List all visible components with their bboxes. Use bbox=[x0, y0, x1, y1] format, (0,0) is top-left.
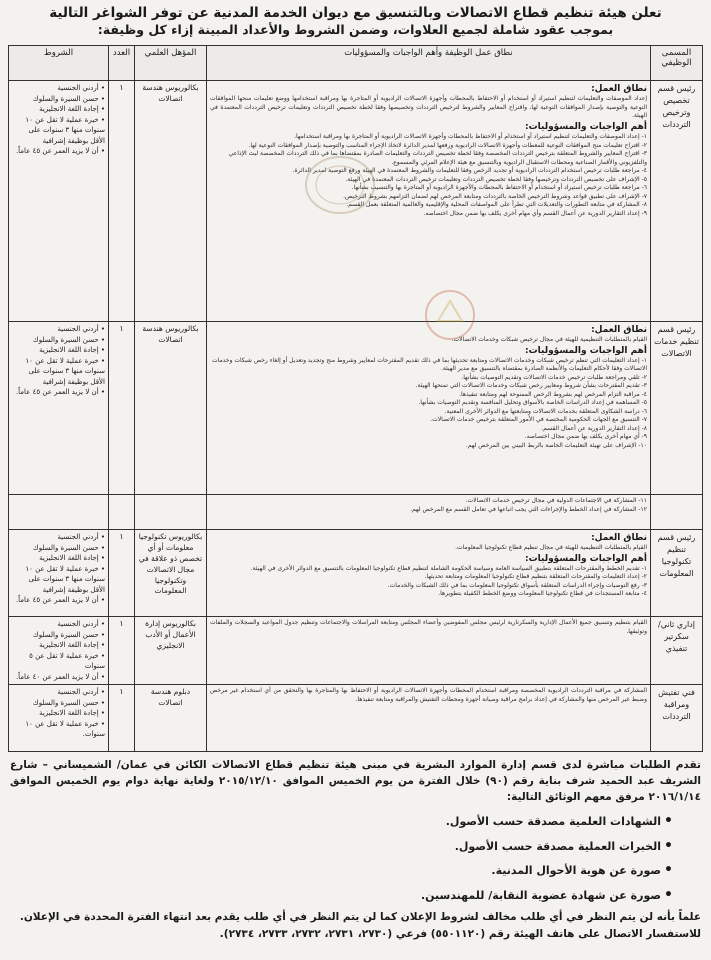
condition-item: • إجادة اللغة الانجليزية bbox=[39, 709, 105, 718]
qualification-cell bbox=[135, 495, 207, 530]
condition-item: • خبرة عملية لا تقل عن ١٠ سنوات منها ٣ سنوات على الأقل بوظيفة إشرافية bbox=[25, 356, 105, 386]
condition-item: • أن لا يزيد العمر عن ٤٥ عاماً. bbox=[15, 147, 105, 156]
duty-item: ٢- اقتراح تعليمات منح الموافقات النوعية للمعطات وأجهزة الاتصالات الراديوية ورفعها لمدير الدائرة لاتخاذ الإجراء المناسب والتوصية بإصدار الموافقات النوعية لها. bbox=[248, 141, 647, 149]
bullet-icon: • bbox=[664, 862, 673, 879]
duties-cell bbox=[207, 322, 651, 495]
table-row bbox=[9, 530, 703, 617]
job-title-cell bbox=[651, 495, 703, 530]
job-title-cell: إداري ثاني/ سكرتير تنفيذي bbox=[651, 617, 703, 685]
qualification-cell: بكالوريوس تكنولوجيا معلومات أو أي تخصص ذو علاقة في مجال الاتصالات وتكنولوجيا المعلومات bbox=[135, 530, 207, 617]
duty-item: ١٠- الإشراف على تهيئة التعليمات الخاصة بالربط البيني بين المرخص لهم. bbox=[465, 441, 647, 449]
duty-item: ٥- المساهمة في إعداد الدراسات الخاصة بالأسواق وتحليل المنافسة وتقديم التوصيات بشأنها. bbox=[418, 399, 647, 407]
bullet-icon: • bbox=[664, 886, 673, 903]
duty-item: ٣- تقديم المقترحات بشأن شروط ومعايير رخص شبكات وخدمات الاتصالات التي تمنحها الهيئة. bbox=[415, 382, 647, 390]
duties-cell bbox=[207, 685, 651, 752]
conditions-cell bbox=[9, 495, 109, 530]
qualification-cell: بكالوريوس هندسة اتصالات bbox=[135, 322, 207, 495]
conditions-cell bbox=[9, 81, 109, 322]
duties-cell bbox=[207, 617, 651, 685]
duties-heading: أهم الواجبات والمسؤوليات: bbox=[525, 122, 647, 133]
stamp-icon bbox=[300, 150, 380, 220]
condition-item: • حسن السيرة والسلوك bbox=[32, 543, 105, 552]
condition-item: • أن لا يزيد العمر عن ٤٠ عاماً. bbox=[15, 672, 105, 681]
conditions-cell bbox=[9, 685, 109, 752]
announcement-header bbox=[8, 4, 703, 39]
scope-heading: نطاق العمل: bbox=[591, 325, 647, 336]
duty-item: ٣- رفع التوصيات وإجراء الدراسات المتعلقة بأسواق تكنولوجيا المعلومات بما في ذلك الشبكات والخدمات. bbox=[387, 581, 647, 589]
duty-item: ٥- الإشراف على تخصيص الترددات وترخيصها وفقا لخطة تخصيص الترددات وتعليمات ترخيص الترددات المعتمدة في الهيئة. bbox=[345, 175, 647, 183]
scope-text: القيام بتنظيم وتنسيق جميع الأعمال الإدارية والسكرتارية لرئيس مجلس المفوضين وأعضاء المجلس ومتابعة المراسلات والاجتماعات وتنظيم جدول المواعيد والسجلات والملفات وتوثيقها. bbox=[210, 619, 647, 635]
job-title-cell: رئيس قسم تخصيص وترخيص الترددات bbox=[651, 81, 703, 322]
condition-item: • خبرة عملية لا تقل عن ١٠ سنوات. bbox=[25, 719, 105, 739]
condition-item: • أردني الجنسية bbox=[57, 325, 105, 334]
duty-item: ٣- اقتراح المعايير والشروط المتعلقة بترخيص الترددات المخصصة وفقا لخطة تخصيص الترددات والتعليمات الصادرة بمقتضاها بما في ذلك الترددات المخصصة لبث الإذاعي والتلفزيوني والأقمار الصناعية ومحطات الاستقبال الراديوية وبالتنسيق مع هيئة الإعلام المرئي والمسموع. bbox=[228, 150, 647, 166]
header-line-1: تعلن هيئة تنظيم قطاع الاتصالات وبالتنسيق مع ديوان الخدمة المدنية عن توفر الشواغر التالية bbox=[49, 5, 662, 21]
table-row bbox=[9, 685, 703, 752]
count-cell: ١ bbox=[109, 530, 135, 617]
conditions-cell bbox=[9, 530, 109, 617]
header-count: العدد bbox=[109, 46, 135, 81]
condition-item: • خبرة عملية لا تقل عن ١٠ سنوات منها ٣ سنوات على الأقل بوظيفة إشرافية bbox=[25, 115, 105, 145]
duty-item: ٢- تلقي ومراجعة طلبات ترخيص خدمات الاتصالات وتقديم التوصيات بشأنها. bbox=[461, 373, 647, 381]
header-qualification: المؤهل العلمي bbox=[135, 46, 207, 81]
duty-item: ٦- مراجعة طلبات ترخيص استيراد أو استخدام أو الاحتفاظ بالمحطات والأجهزة الراديوية أو المتاجرة بها والتنسيب بشأنها. bbox=[351, 184, 647, 192]
scope-text: القيام بالمتطلبات التنظيمية للهيئة في مجال ترخيص شبكات وخدمات الاتصالات. bbox=[451, 336, 647, 344]
scope-text: إعداد الموصفات والتعليمات لتنظيم استيراد أو استخدام أو الاحتفاظ بالمحطات وأجهزة الاتصالات الراديوية أو المتاجرة بها ومراقبة استخدامها ووضع تعليمات منحها الموافقات النوعية والتوصية بإصدار الموافقات النوعية لها، واقتراح المعايير والشروط لترخيص الترددات وتخصيصها وفقا لخطة تخصيص الترددات وتعليمات ترخيص الترددات المعتمدة في الهيئة. bbox=[210, 95, 647, 120]
logo-stamp-icon bbox=[420, 285, 480, 345]
duty-item: ٤- متابعة المستجدات في قطاع تكنولوجيا المعلومات ووضع الخطط الكفيلة بتطويرها. bbox=[438, 590, 647, 598]
condition-item: • خبرة عملية لا تقل عن ١٠ سنوات منها ٣ سنوات على الأقل بوظيفة إشرافية bbox=[25, 564, 105, 594]
count-cell bbox=[109, 495, 135, 530]
duty-item: ١٢- المشاركة في إعداد الخطط والإجراءات التي يجب اتباعها في تعامل القسم مع المرخص لهم. bbox=[410, 505, 647, 513]
condition-item: • أردني الجنسية bbox=[57, 533, 105, 542]
count-cell: ١ bbox=[109, 322, 135, 495]
scope-heading: نطاق العمل: bbox=[591, 84, 647, 95]
document-text: صورة عن شهادة عضوية النقابة/ للمهندسين. bbox=[420, 888, 661, 902]
condition-item: • أن لا يزيد العمر عن ٤٥ عاماً. bbox=[15, 388, 105, 397]
condition-item: • إجادة اللغة الانجليزية bbox=[39, 346, 105, 355]
duty-item: ١- إعداد التعليمات التي تنظم ترخيص شبكات وخدمات الاتصالات ومتابعة تحديثها بما في ذلك تقديم المقترحات لمعايير وشروط منح وتجديد وتعديل أو إلغاء رخص شبكات وخدمات الاتصالات وفقا لأحكام التعليمات والأنظمة الصادرة بمقتضاه بالتنسيق مع مدير الهيئة. bbox=[211, 356, 647, 373]
count-cell: ١ bbox=[109, 685, 135, 752]
duty-item: ٨- المشاركة في متابعة التطورات والتعديلات التي تطرأ على المواصفات المحلية والإقليمية والعالمية المتعلقة بعمل القسم. bbox=[346, 201, 647, 209]
table-row bbox=[9, 322, 703, 495]
required-documents-list bbox=[10, 809, 701, 907]
document-item bbox=[10, 834, 673, 859]
duty-item: ٢- إعداد التعليمات والمقترحات المتعلقة بتنظيم قطاع تكنولوجيا المعلومات ومتابعة تحديثها. bbox=[424, 573, 647, 581]
bullet-icon: • bbox=[664, 813, 673, 830]
table-row bbox=[9, 495, 703, 530]
duty-item: ٩- أي مهام أخرى يكلف بها ضمن مجال اختصاصه. bbox=[524, 433, 647, 441]
contact-info: للاستفسار الاتصال على هاتف الهيئة رقم (٥٥٠١١٢٠) فرعي (٢٧٣٠، ٢٧٣١، ٢٧٣٢، ٢٧٣٣، ٢٧٣٤). bbox=[219, 928, 701, 941]
condition-item: • إجادة اللغة الانجليزية bbox=[39, 641, 105, 650]
duties-heading: أهم الواجبات والمسؤوليات: bbox=[525, 345, 647, 356]
table-header-row bbox=[9, 46, 703, 81]
condition-item: • أردني الجنسية bbox=[57, 620, 105, 629]
condition-item: • إجادة اللغة الانجليزية bbox=[39, 554, 105, 563]
duties-cell bbox=[207, 530, 651, 617]
conditions-cell bbox=[9, 617, 109, 685]
document-item bbox=[10, 809, 673, 834]
duty-item: ٦- دراسة الشكاوى المتعلقة بخدمات الاتصالات ومتابعتها مع الدوائر الأخرى المعنية. bbox=[444, 407, 647, 415]
duty-item: ٩- إعداد التقارير الدورية عن أعمال القسم وأي مهام أخرى يكلف بها ضمن مجال اختصاصه. bbox=[423, 209, 647, 217]
condition-item: • إجادة اللغة الانجليزية bbox=[39, 105, 105, 114]
condition-item: • حسن السيرة والسلوك bbox=[32, 94, 105, 103]
condition-item: • أن لا يزيد العمر عن ٤٥ عاماً. bbox=[15, 596, 105, 605]
duty-item: ٤- مراجعة طلبات ترخيص استخدام الترددات الراديوية أو تجديد الرخص وفقا للتعليمات والشروط المعتمدة في الهيئة ورفع التوصية لمدير الدائرة. bbox=[292, 167, 647, 175]
document-text: الخبرات العملية مصدقة حسب الأصول. bbox=[454, 839, 661, 853]
condition-item: • أردني الجنسية bbox=[57, 688, 105, 697]
duty-item: ١- إعداد الموصفات والتعليمات لتنظيم استيراد أو استخدام أو الاحتفاظ بالمحطات وأجهزة الاتصالات الراديوية أو المتاجرة بها ومراقبة استخدامها. bbox=[294, 133, 647, 141]
rejection-note: علماً بأنه لن يتم النظر في أي طلب مخالف لشروط الإعلان كما لن يتم النظر في أي طلب يقدم بعد انتهاء الفترة المحددة في الإعلان. bbox=[19, 911, 701, 924]
duty-item: ٧- الإشراف على تطبيق قواعد وشروط الترخيص الخاصة بالترددات ومتابعة المرخص لهم لضمان التزامهم بشروط الترخيص. bbox=[343, 192, 647, 200]
qualification-cell: بكالوريوس هندسة اتصالات bbox=[135, 81, 207, 322]
table-row bbox=[9, 617, 703, 685]
duty-item: ١- تقديم الخطط والمقترحات المتعلقة بتطبيق السياسة العامة وسياسة الحكومة الشاملة لتنظيم قطاع تكنولوجيا المعلومات بالتنسيق مع الدوائر الأخرى في الهيئة. bbox=[250, 564, 647, 572]
duty-item: ٧- التنسيق مع الجهات الحكومية المختصة في الأمور المتعلقة بترخيص خدمات الاتصالات. bbox=[430, 416, 647, 424]
header-line-2: بموجب عقود شاملة لجميع العلاوات، وضمن الشروط والأعداد المبينة إزاء كل وظيفة: bbox=[97, 22, 614, 38]
condition-item: • حسن السيرة والسلوك bbox=[32, 630, 105, 639]
condition-item: • أردني الجنسية bbox=[57, 84, 105, 93]
duties-cell bbox=[207, 495, 651, 530]
document-text: الشهادات العلمية مصدقة حسب الأصول. bbox=[445, 815, 661, 829]
duty-item: ٨- إعداد التقارير الدورية عن أعمال القسم. bbox=[541, 424, 647, 432]
conditions-cell bbox=[9, 322, 109, 495]
bullet-icon: • bbox=[664, 837, 673, 854]
count-cell: ١ bbox=[109, 81, 135, 322]
condition-item: • حسن السيرة والسلوك bbox=[32, 335, 105, 344]
header-job-title: المسمى الوظيفي bbox=[651, 46, 703, 81]
condition-item: • حسن السيرة والسلوك bbox=[32, 698, 105, 707]
qualification-cell: بكالوريوس إدارة الأعمال أو الأدب الانجليزي bbox=[135, 617, 207, 685]
scope-text: القيام بالمتطلبات التنظيمية للهيئة في مجال تنظيم قطاع تكنولوجيا المعلومات. bbox=[455, 544, 647, 552]
document-item bbox=[10, 858, 673, 883]
job-title-cell: رئيس قسم تنظيم تكنولوجيا المعلومات bbox=[651, 530, 703, 617]
document-item bbox=[10, 883, 673, 908]
job-title-cell: فني تفتيش ومراقبة الترددات bbox=[651, 685, 703, 752]
scope-heading: نطاق العمل: bbox=[591, 533, 647, 544]
qualification-cell: دبلوم هندسة اتصالات bbox=[135, 685, 207, 752]
duty-item: ٤- مراقبة التزام المرخص لهم بشروط الرخص الممنوحة لهم ومتابعة تنفيذها. bbox=[459, 390, 647, 398]
job-title-cell: رئيس قسم تنظيم خدمات الاتصالات bbox=[651, 322, 703, 495]
scope-text: المشاركة في مراقبة الترددات الراديوية المخصصة ومراقبة استخدام المحطات وأجهزة الاتصالات الراديوية أو الاحتفاظ بها والمتاجرة بها والتحقق من أي استخدام غير مرخص وضبط غير المرخص منها والمشاركة في إعداد برامج مراقبة وصيانة أجهزة ومحطات التفتيش والمراقبة ومتابعة تنفيذها. bbox=[210, 687, 647, 703]
duties-heading: أهم الواجبات والمسؤوليات: bbox=[525, 553, 647, 564]
header-conditions: الشروط bbox=[9, 46, 109, 81]
application-intro: تقدم الطلبات مباشرة لدى قسم إدارة الموارد البشرية في مبنى هيئة تنظيم قطاع الاتصالات الكائن في عمان/ الشميساني – شارع الشريف عبد الحميد شرف بناية رقم (٩٠) خلال الفترة من يوم الخميس الموافق ٢٠١٥/١٢/١٠ ولغاية نهاية دوام يوم الخميس الموافق ٢٠١٦/١/١٤ مرفق معهم الوثائق التالية: bbox=[10, 759, 701, 803]
count-cell: ١ bbox=[109, 617, 135, 685]
header-duties: نطاق عمل الوظيفة وأهم الواجبات والمسؤوليات bbox=[207, 46, 651, 81]
condition-item: • خبرة عملية لا تقل عن ٥ سنوات bbox=[29, 651, 105, 671]
application-info bbox=[8, 758, 703, 943]
document-text: صورة عن هوية الأحوال المدنية. bbox=[491, 864, 661, 878]
duty-item: ١١- المشاركة في الاجتماعات الدولية في مجال ترخيص خدمات الاتصالات. bbox=[465, 497, 647, 505]
